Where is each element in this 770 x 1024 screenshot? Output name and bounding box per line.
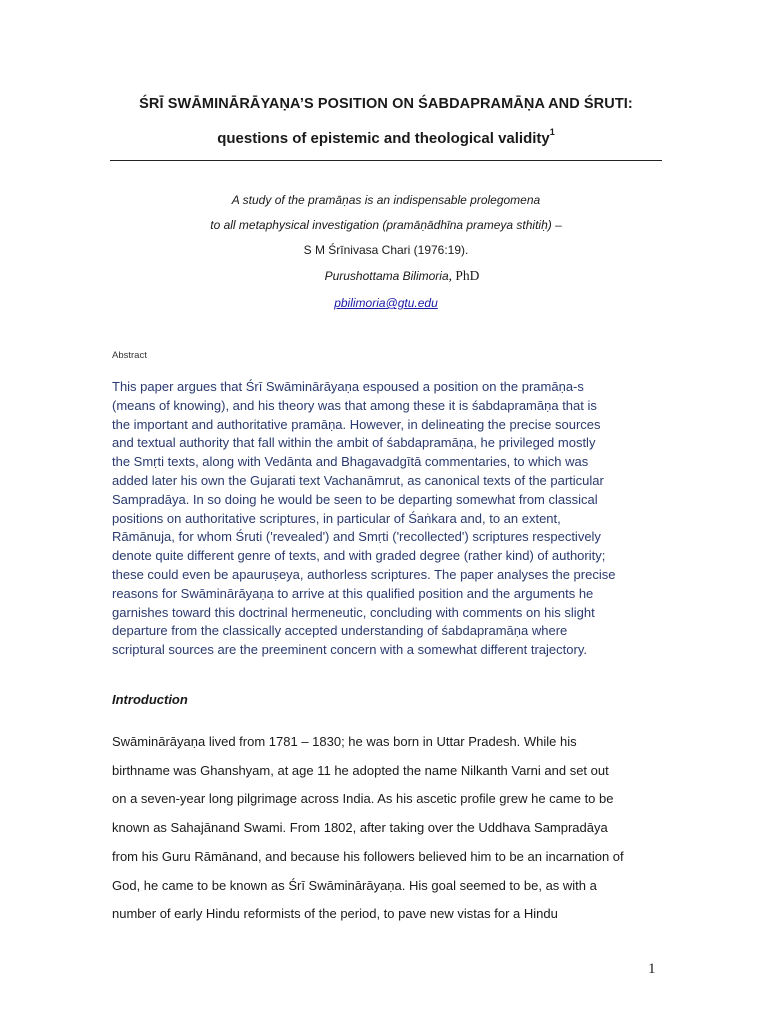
epigraph-line-1: A study of the pramāṇas is an indispensable prolegomena xyxy=(231,193,541,207)
abstract-line: Rāmānuja, for whom Śruti ('revealed') and Smṛti ('recollected') scriptures respectively xyxy=(112,529,601,545)
abstract-line: reasons for Swāminārāyaṇa to arrive at this qualified position and the arguments he xyxy=(112,585,594,601)
body-line: birthname was Ghanshyam, at age 11 he adopted the name Nilkanth Varni and set out xyxy=(112,762,609,778)
author-degree: , PhD xyxy=(448,268,480,283)
body-line: on a seven-year long pilgrimage across India. As his ascetic profile grew he came to be xyxy=(112,791,614,807)
abstract-line: (means of knowing), and his theory was that among these it is śabdapramāṇa that is xyxy=(112,397,597,413)
page-number: 1 xyxy=(648,961,656,977)
abstract-line: departure from the classically accepted understanding of śabdapramāṇa where xyxy=(112,623,568,639)
abstract-text xyxy=(112,378,664,660)
abstract-line: denote quite different genre of texts, and with graded degree (rather kind) of authority; xyxy=(112,548,606,564)
abstract-line: these could even be apauruṣeya, authorless scriptures. The paper analyses the precise xyxy=(112,566,616,582)
abstract-line: added later his own the Gujarati text Vachanāmrut, as canonical texts of the particular xyxy=(112,472,604,488)
author-email-link[interactable]: pbilimoria@gtu.edu xyxy=(334,296,438,310)
abstract-line: garnishes toward this doctrinal hermeneutic, concluding with comments on his slight xyxy=(112,604,595,620)
body-line: Swāminārāyaṇa lived from 1781 – 1830; he was born in Uttar Pradesh. While his xyxy=(112,734,577,749)
subtitle-text: questions of epistemic and theological validity xyxy=(217,130,550,147)
abstract-line: and textual authority that fall within the ambit of śabdapramāṇa, he privileged mostly xyxy=(112,435,596,451)
footnote-marker[interactable]: 1 xyxy=(549,127,555,137)
author-email-line xyxy=(110,296,662,310)
paper-subtitle xyxy=(110,129,662,147)
paper-title: ŚRĪ SWĀMINĀRĀYAṆA’S POSITION ON ŚABDAPRAMĀṆA AND ŚRUTI: xyxy=(139,96,633,112)
abstract-line: This paper argues that Śrī Swāminārāyaṇa espoused a position on the pramāṇa-s xyxy=(112,379,584,394)
abstract-line: scriptural sources are the preeminent concern with a somewhat different trajectory. xyxy=(112,642,587,658)
abstract-line: the Smṛti texts, along with Vedānta and Bhagavadgītā commentaries, to which was xyxy=(112,454,589,470)
epigraph-line-2: to all metaphysical investigation (pramāṇādhīna prameya sthitiḥ) – xyxy=(210,218,562,232)
body-line: from his Guru Rāmānand, and because his followers believed him to be an incarnation of xyxy=(112,848,624,864)
abstract-label: Abstract xyxy=(112,350,147,361)
abstract-line: Sampradāya. In so doing he would be seen to be departing somewhat from classical xyxy=(112,491,598,507)
author-line xyxy=(126,268,678,284)
body-line: known as Sahajānand Swami. From 1802, after taking over the Uddhava Sampradāya xyxy=(112,820,608,836)
introduction-body xyxy=(112,728,664,929)
author-name: Purushottama Bilimoria xyxy=(324,269,449,283)
body-line: God, he came to be known as Śrī Swāminārāyaṇa. His goal seemed to be, as with a xyxy=(112,877,597,893)
body-line: number of early Hindu reformists of the period, to pave new vistas for a Hindu xyxy=(112,906,558,922)
epigraph-citation: S M Śrīnivasa Chari (1976:19). xyxy=(303,243,469,257)
section-heading-introduction: Introduction xyxy=(112,692,188,707)
abstract-line: the important and authoritative pramāṇa. However, in delineating the precise sources xyxy=(112,416,601,432)
title-divider xyxy=(110,160,662,161)
abstract-line: positions on authoritative scriptures, in particular of Śaṅkara and, to an extent, xyxy=(112,510,561,526)
